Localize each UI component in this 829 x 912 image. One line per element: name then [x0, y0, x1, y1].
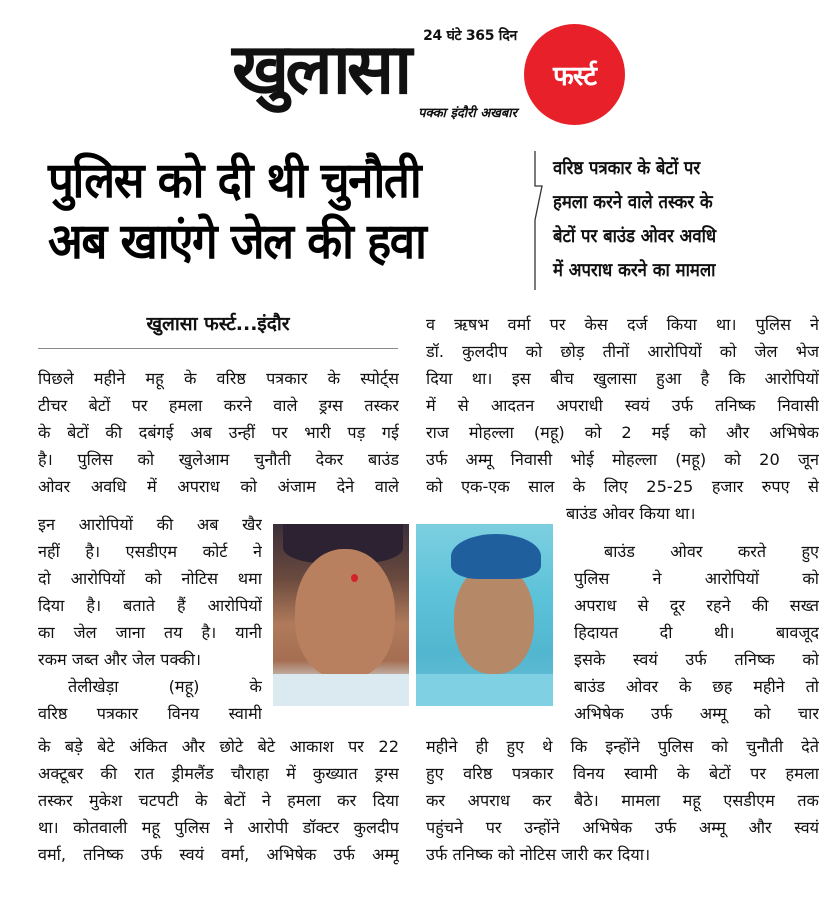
article-line: के बड़े बेटे अंकित और छोटे बेटे आकाश पर 22 [38, 737, 399, 756]
accused-photo-2 [416, 524, 553, 706]
masthead-tagline-bottom: पक्का इंदौरी अखबार [418, 106, 517, 121]
article-line: व ऋषभ वर्मा पर केस दर्ज किया था। पुलिस ने [426, 315, 819, 334]
article-left-mid [38, 511, 262, 727]
masthead-tagline-top: 24 घंटे 365 दिन [423, 28, 517, 44]
deck-line: वरिष्ठ पत्रकार के बेटों पर [553, 158, 701, 179]
article-right-top [426, 311, 819, 527]
deck-line: में अपराध करने का मामला [553, 260, 716, 281]
deck-bracket-icon [528, 150, 548, 295]
article-line: बाउंड ओवर के छह महीने तो [574, 677, 819, 696]
brand-logo-circle [524, 24, 625, 125]
byline: खुलासा फर्स्ट...इंदौर [146, 313, 290, 335]
byline-divider [38, 348, 398, 349]
article-line: को एक-एक साल के लिए 25-25 हजार रुपए से [426, 477, 819, 496]
article-line: अपराध से दूर रहने की सख्त [574, 596, 819, 615]
article-line: इसके स्वयं उर्फ तनिष्क को [574, 650, 819, 669]
article-line: दिया है। बताते हैं आरोपियों [38, 596, 262, 615]
article-line: के बेटों की दबंगई अब उन्हीं पर भारी पड़ गई [38, 423, 399, 442]
article-line: रकम जब्त और जेल पक्की। [38, 650, 202, 669]
article-line: वरिष्ठ पत्रकार विनय स्वामी [38, 704, 262, 723]
article-line: हुए वरिष्ठ पत्रकार विनय स्वामी के बेटों पर हमला [426, 764, 819, 783]
article-line: का जेल जाना तय है। यानी [38, 623, 262, 642]
article-line: बाउंड ओवर किया था। [566, 504, 696, 523]
article-right-mid [574, 538, 819, 727]
accused-photo-1 [273, 524, 409, 706]
article-line: दिया था। इस बीच खुलासा हुआ है कि आरोपियों [426, 369, 819, 388]
article-line: पिछले महीने महू के वरिष्ठ पत्रकार के स्पोर्ट्स [38, 369, 399, 388]
deck [553, 152, 825, 288]
article-line: अभिषेक उर्फ अम्मू को चार [574, 704, 819, 723]
article-right-bottom [426, 733, 819, 868]
headline [48, 150, 518, 272]
article-line: है। पुलिस को खुलेआम चुनौती देकर बाउंड [38, 450, 399, 469]
article-line: में से आदतन अपराधी स्वयं उर्फ तनिष्क निवासी [426, 396, 819, 415]
article-line: राज मोहल्ला (महू) को 2 मई को और अभिषेक [426, 423, 819, 442]
article-line: महीने ही हुए थे कि इन्होंने पुलिस को चुनौती देते [426, 737, 819, 756]
article-line: इन आरोपियों की अब खैर [38, 515, 262, 534]
article-line: उर्फ तनिष्क को नोटिस जारी कर दिया। [426, 845, 651, 864]
article-line: टीचर बेटों पर हमला करने वाले ड्रग्स तस्कर [38, 396, 399, 415]
article-line: पहुंचने पर उन्होंने अभिषेक उर्फ अम्मू और स्वयं [426, 818, 819, 837]
article-line: बाउंड ओवर करते हुए [604, 542, 819, 561]
article-line: कर अपराध कर बैठे। मामला महू एसडीएम तक [426, 791, 819, 810]
article-line: नहीं है। एसडीएम कोर्ट ने [38, 542, 262, 561]
article-line: वर्मा, तनिष्क उर्फ स्वयं वर्मा, अभिषेक उर्फ अम्मू [38, 845, 399, 864]
article-line: पुलिस ने आरोपियों को [574, 569, 819, 588]
article-line: ओवर अवधि में अपराध को अंजाम देने वाले [38, 477, 399, 496]
article-line: डॉ. कुलदीप को छोड़ तीनों आरोपियों को जेल भेज [426, 342, 819, 361]
masthead-brand-name: खुलासा [232, 28, 409, 110]
article-left-bottom [38, 733, 399, 868]
brand-logo-text: फर्स्ट [553, 61, 596, 92]
masthead [0, 0, 829, 140]
headline-line: अब खाएंगे जेल की हवा [48, 213, 426, 270]
article-left-top [38, 365, 399, 500]
article-line: तस्कर मुकेश चटपटी के बेटों ने हमला कर दिया [38, 791, 399, 810]
article-line: था। कोतवाली महू पुलिस ने आरोपी डॉक्टर कुलदीप [38, 818, 399, 837]
headline-line: पुलिस को दी थी चुनौती [48, 152, 421, 209]
article-line: अक्टूबर की रात ड्रीमलैंड चौराहा में कुख्यात ड्रग्स [38, 764, 399, 783]
article-line: उर्फ अम्मू निवासी भोई मोहल्ला (महू) को 20 जून [426, 450, 819, 469]
deck-line: हमला करने वाले तस्कर के [553, 192, 713, 213]
article-line: तेलीखेड़ा (महू) के [68, 677, 262, 696]
deck-line: बेटों पर बाउंड ओवर अवधि [553, 226, 717, 247]
article-line: दो आरोपियों को नोटिस थमा [38, 569, 262, 588]
article-line: हिदायत दी थी। बावजूद [574, 623, 819, 642]
